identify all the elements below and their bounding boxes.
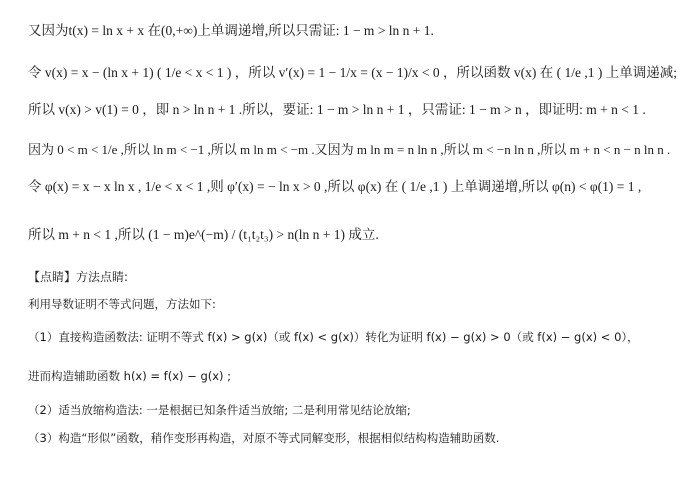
method-item-2: （2）适当放缩构造法: 一是根据已知条件适当放缩; 二是利用常见结论放缩; [28,403,411,417]
text-line-4: 因为 0 < m < 1/e ,所以 ln m < −1 ,所以 m ln m < −m .又因为 m ln m = n ln n ,所以 m < −n ln n ,所以 m + n < n − n ln n . [28,142,671,157]
text-line-6: 所以 m + n < 1 ,所以 (1 − m)e^(−m) / (t₁t₂t₃) > n(ln n + 1) 成立. [28,227,379,242]
text-line-1: 又因为t(x) = ln x + x 在(0,+∞)上单调递增,所以只需证: 1 − m > ln n + 1. [28,23,434,38]
method-item-3: （3）构造“形似”函数，稍作变形再构造，对原不等式同解变形，根据相似结构构造辅助函数. [28,431,500,445]
text-line-2: 令 v(x) = x − (ln x + 1) ( 1/e < x < 1 ) ，所以 v′(x) = 1 − 1/x = (x − 1)/x < 0 ，所以函数 v(x) 在 ( 1/e ,1 ) 上单调递减; [28,65,678,80]
method-item-1: （1）直接构造函数法: 证明不等式 f(x) > g(x)（或 f(x) < g(x)）转化为证明 f(x) − g(x) > 0（或 f(x) − g(x) < 0）， [28,330,639,344]
text-line-5: 令 φ(x) = x − x ln x , 1/e < x < 1 ,则 φ′(x) = − ln x > 0 ,所以 φ(x) 在 ( 1/e ,1 ) 上单调递增,所以 φ(n) < φ(1) = 1 , [28,179,642,194]
text-line-7: 利用导数证明不等式问题，方法如下: [28,297,216,311]
method-item-1-cont: 进而构造辅助函数 h(x) = f(x) − g(x) ; [28,369,232,383]
section-heading: 【点睛】方法点睛: [28,270,129,284]
text-line-3: 所以 v(x) > v(1) = 0 ，即 n > ln n + 1 .所以，要证: 1 − m > ln n + 1 ，只需证: 1 − m > n ，即证明: m + n < 1 . [28,102,646,117]
